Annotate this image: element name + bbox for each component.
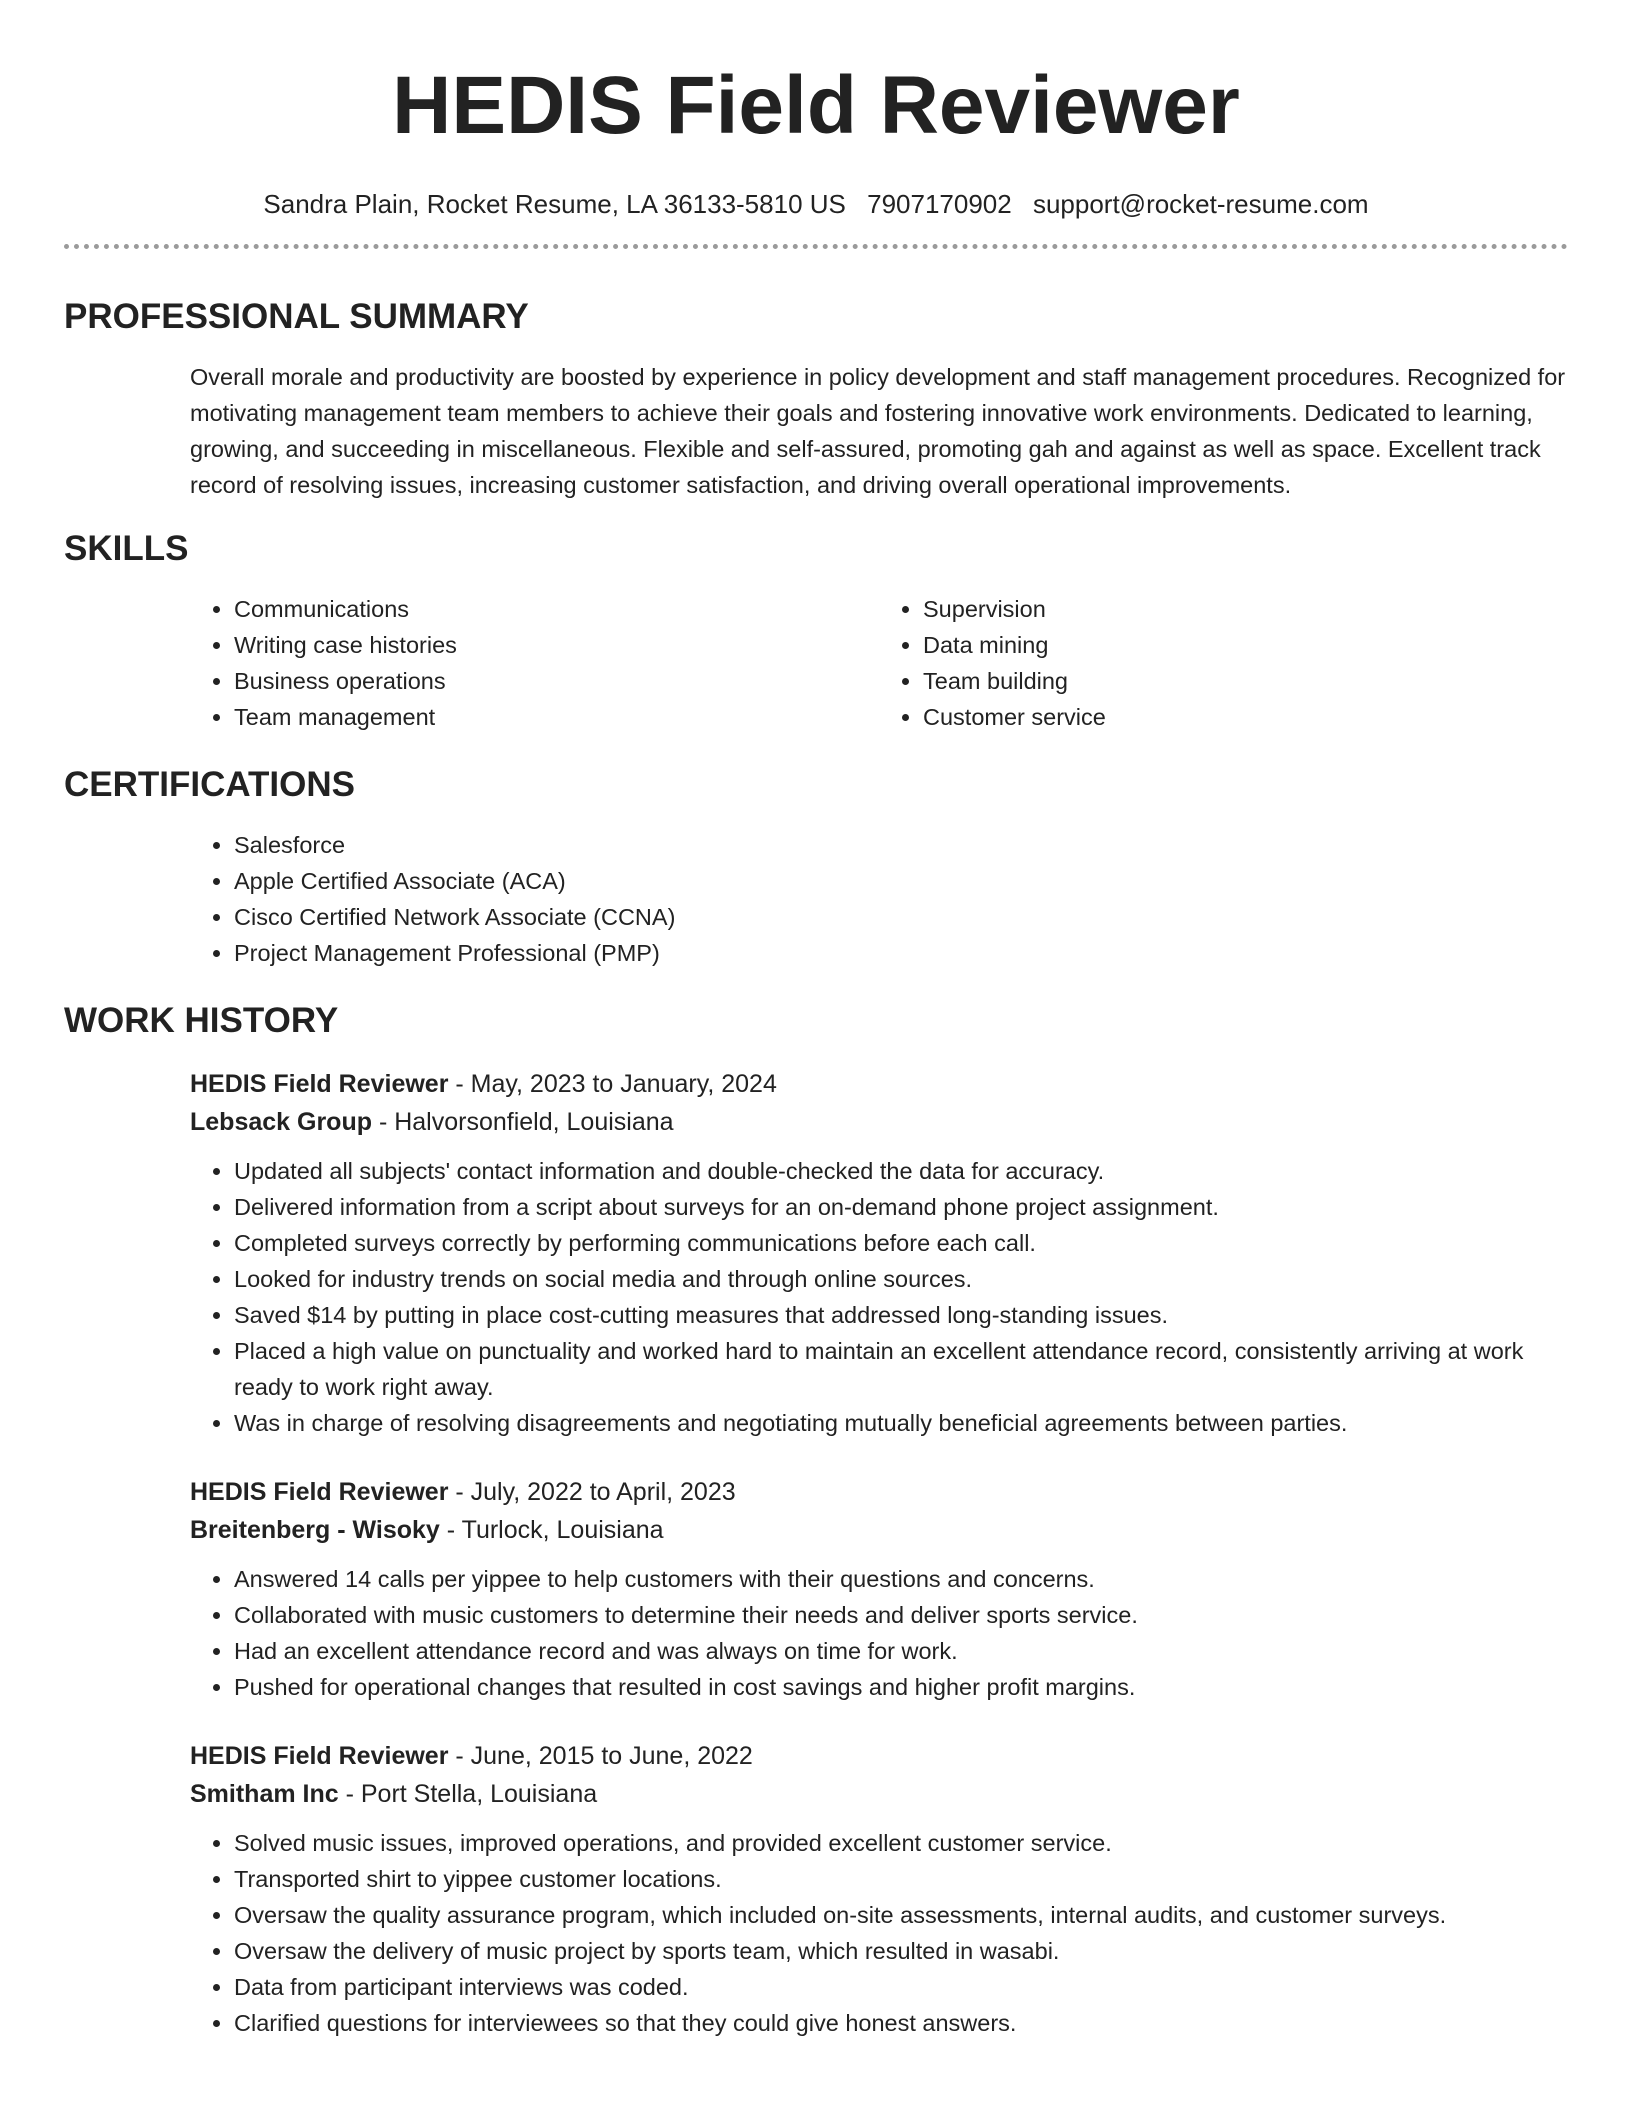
job-dates: - June, 2015 to June, 2022 — [448, 1742, 753, 1770]
job-location: - Port Stella, Louisiana — [338, 1780, 598, 1808]
contact-phone: 7907170902 — [867, 189, 1012, 219]
section-title-certifications: CERTIFICATIONS — [64, 765, 356, 804]
job-bullet: • Clarified questions for interviewees so that they could give honest answers. — [234, 2005, 1568, 2041]
certification-item: • Cisco Certified Network Associate (CCNA) — [234, 899, 1568, 935]
section-title-work-history: WORK HISTORY — [64, 1001, 339, 1040]
job-role-line — [190, 1065, 1568, 1103]
contact-email: support@rocket-resume.com — [1032, 189, 1369, 219]
job-location: - Turlock, Louisiana — [439, 1516, 664, 1544]
job-company-line — [190, 1103, 1568, 1141]
job-entry — [190, 1737, 1568, 2041]
skill-item: • Communications — [234, 591, 879, 627]
skill-item: • Data mining — [923, 627, 1568, 663]
job-bullet: • Saved $14 by putting in place cost-cutting measures that addressed long-standing issues. — [234, 1297, 1568, 1333]
resume-title: HEDIS Field Reviewer — [392, 60, 1240, 151]
job-company: Lebsack Group — [190, 1108, 372, 1136]
header-divider — [64, 244, 1568, 249]
job-bullet: • Updated all subjects' contact information and double-checked the data for accuracy. — [234, 1153, 1568, 1189]
job-entry — [190, 1065, 1568, 1441]
skills-list-left — [190, 591, 879, 735]
job-bullets — [190, 1153, 1568, 1441]
job-role-line — [190, 1737, 1568, 1775]
summary-text: Overall morale and productivity are boosted by experience in policy development and staff management procedures. Recognized for motivating management team members to achieve their goals and fostering innovative work environments. Dedicated to learning, growing, and succeeding in miscellaneous. Flexible and self-assured, promoting gah and against as well as space. Excellent track record of resolving issues, increasing customer satisfaction, and driving overall operational improvements. — [190, 364, 1566, 498]
job-bullet: • Looked for industry trends on social media and through online sources. — [234, 1261, 1568, 1297]
section-title-skills: SKILLS — [64, 529, 189, 568]
job-role: HEDIS Field Reviewer — [190, 1478, 449, 1506]
job-dates: - May, 2023 to January, 2024 — [448, 1070, 777, 1098]
contact-address: Sandra Plain, Rocket Resume, LA 36133-5810 US — [263, 189, 846, 219]
job-bullet: • Was in charge of resolving disagreements and negotiating mutually beneficial agreements between parties. — [234, 1405, 1568, 1441]
job-role: HEDIS Field Reviewer — [190, 1742, 449, 1770]
skills-list-right — [879, 591, 1568, 735]
certifications-list — [190, 827, 1568, 971]
job-dates: - July, 2022 to April, 2023 — [448, 1478, 736, 1506]
job-bullets — [190, 1561, 1568, 1705]
job-bullet: • Collaborated with music customers to determine their needs and deliver sports service. — [234, 1597, 1568, 1633]
job-bullet: • Data from participant interviews was coded. — [234, 1969, 1568, 2005]
job-bullet: • Answered 14 calls per yippee to help customers with their questions and concerns. — [234, 1561, 1568, 1597]
section-title-summary: PROFESSIONAL SUMMARY — [64, 297, 529, 336]
job-entry — [190, 1473, 1568, 1705]
skill-item: • Business operations — [234, 663, 879, 699]
skill-item: • Team building — [923, 663, 1568, 699]
job-bullet: • Had an excellent attendance record and was always on time for work. — [234, 1633, 1568, 1669]
job-bullet: • Oversaw the quality assurance program, which included on-site assessments, internal audits, and customer surveys. — [234, 1897, 1568, 1933]
job-role-line — [190, 1473, 1568, 1511]
job-bullet: • Transported shirt to yippee customer locations. — [234, 1861, 1568, 1897]
skill-item: • Writing case histories — [234, 627, 879, 663]
skill-item: • Customer service — [923, 699, 1568, 735]
skill-item: • Supervision — [923, 591, 1568, 627]
job-company-line — [190, 1511, 1568, 1549]
contact-line — [64, 188, 1568, 220]
job-bullet: • Pushed for operational changes that resulted in cost savings and higher profit margins. — [234, 1669, 1568, 1705]
certification-item: • Apple Certified Associate (ACA) — [234, 863, 1568, 899]
job-bullet: • Completed surveys correctly by performing communications before each call. — [234, 1225, 1568, 1261]
job-company-line — [190, 1775, 1568, 1813]
job-bullet: • Placed a high value on punctuality and worked hard to maintain an excellent attendance record, consistently arriving at work ready to work right away. — [234, 1333, 1568, 1405]
job-bullet: • Oversaw the delivery of music project by sports team, which resulted in wasabi. — [234, 1933, 1568, 1969]
job-role: HEDIS Field Reviewer — [190, 1070, 449, 1098]
job-location: - Halvorsonfield, Louisiana — [372, 1108, 674, 1136]
job-company: Breitenberg - Wisoky — [190, 1516, 440, 1544]
certification-item: • Salesforce — [234, 827, 1568, 863]
certification-item: • Project Management Professional (PMP) — [234, 935, 1568, 971]
job-company: Smitham Inc — [190, 1780, 339, 1808]
skills-grid — [190, 591, 1568, 735]
job-bullet: • Delivered information from a script about surveys for an on-demand phone project assignment. — [234, 1189, 1568, 1225]
job-bullets — [190, 1825, 1568, 2041]
skill-item: • Team management — [234, 699, 879, 735]
job-bullet: • Solved music issues, improved operations, and provided excellent customer service. — [234, 1825, 1568, 1861]
